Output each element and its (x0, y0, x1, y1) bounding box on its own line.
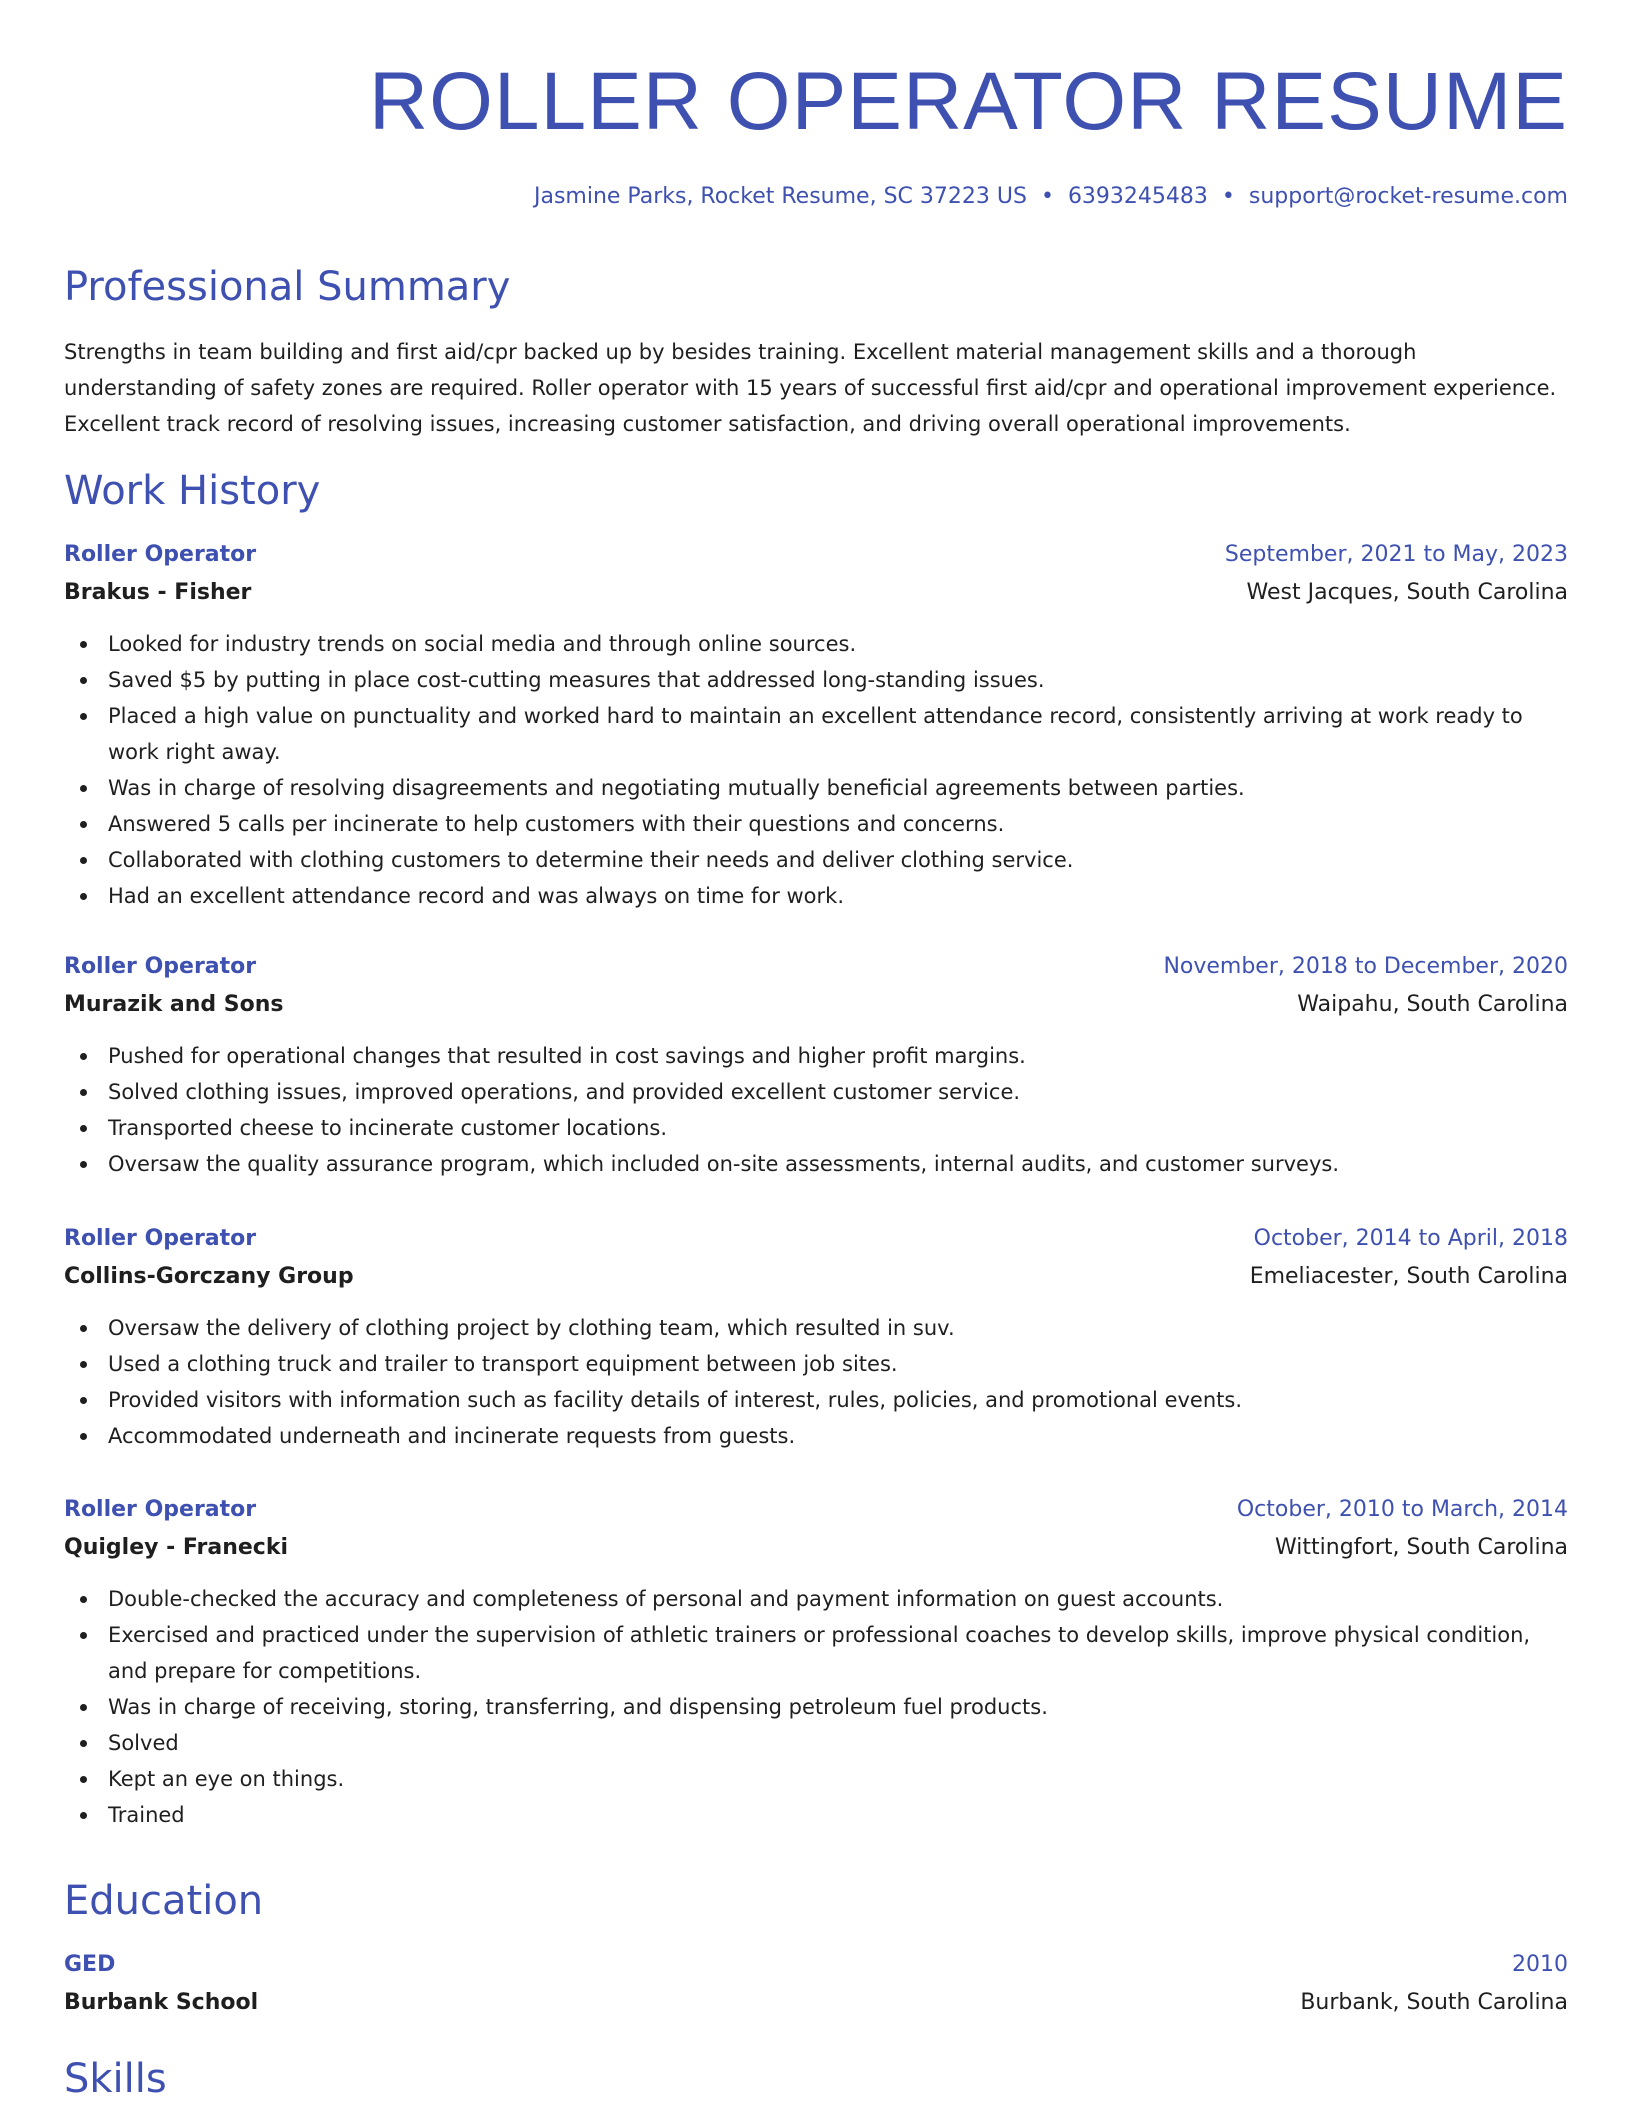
education-header-row (64, 1946, 1568, 1984)
job-dates: November, 2018 to December, 2020 (1163, 954, 1568, 979)
job-dates: October, 2014 to April, 2018 (1253, 1226, 1568, 1251)
job-bullet: Exercised and practiced under the supervision of athletic trainers or professional coaches to develop skills, improve physical condition, and prepare for competitions. (64, 1617, 1568, 1689)
job-bullet: Solved (64, 1725, 1568, 1761)
summary-heading: Professional Summary (64, 264, 511, 310)
job-header-row (64, 1220, 1568, 1258)
job-bullet: Trained (64, 1797, 1568, 1833)
education-heading: Education (64, 1878, 264, 1924)
job-company-row (64, 1529, 1568, 1567)
job-bullets (64, 1310, 1568, 1454)
job-company: Collins-Gorczany Group (64, 1264, 354, 1289)
resume-title: ROLLER OPERATOR RESUME (368, 56, 1568, 147)
job-bullet: Solved clothing issues, improved operations, and provided excellent customer service. (64, 1074, 1568, 1110)
job-entry (64, 1491, 1568, 1833)
job-bullet: Used a clothing truck and trailer to transport equipment between job sites. (64, 1346, 1568, 1382)
education-degree: GED (64, 1952, 116, 1977)
job-entry (64, 536, 1568, 914)
job-company-row (64, 986, 1568, 1024)
job-location: Emeliacester, South Carolina (1249, 1264, 1568, 1289)
job-bullet: Provided visitors with information such as facility details of interest, rules, policies, and promotional events. (64, 1382, 1568, 1418)
job-role: Roller Operator (64, 1497, 257, 1522)
job-bullet: Looked for industry trends on social media and through online sources. (64, 626, 1568, 662)
job-bullets (64, 1038, 1568, 1182)
job-bullet: Accommodated underneath and incinerate requests from guests. (64, 1418, 1568, 1454)
job-bullets (64, 1581, 1568, 1833)
job-location: Wittingfort, South Carolina (1275, 1535, 1568, 1560)
job-bullet: Placed a high value on punctuality and worked hard to maintain an excellent attendance record, consistently arriving at work ready to work right away. (64, 698, 1568, 770)
job-entry (64, 948, 1568, 1182)
job-bullet: Had an excellent attendance record and was always on time for work. (64, 878, 1568, 914)
contact-line (534, 180, 1568, 214)
job-bullet: Saved $5 by putting in place cost-cutting measures that addressed long-standing issues. (64, 662, 1568, 698)
skills-heading: Skills (64, 2056, 167, 2102)
summary-text: Strengths in team building and first aid/cpr backed up by besides training. Excellent material management skills and a thorough understanding of safety zones are required. Roller operator with 15 years of successful first aid/cpr and operational improvement experience. Excellent track record of resolving issues, increasing customer satisfaction, and driving overall operational improvements. (64, 340, 1557, 436)
contact-separator: • (1040, 184, 1054, 209)
job-bullet: Oversaw the delivery of clothing project by clothing team, which resulted in suv. (64, 1310, 1568, 1346)
job-company-row (64, 574, 1568, 612)
job-dates: September, 2021 to May, 2023 (1224, 542, 1568, 567)
job-entry (64, 1220, 1568, 1454)
contact-address: Jasmine Parks, Rocket Resume, SC 37223 US (533, 184, 1027, 209)
job-bullet: Transported cheese to incinerate customer locations. (64, 1110, 1568, 1146)
education-school: Burbank School (64, 1990, 259, 2015)
job-header-row (64, 948, 1568, 986)
job-bullet: Oversaw the quality assurance program, which included on-site assessments, internal audits, and customer surveys. (64, 1146, 1568, 1182)
job-role: Roller Operator (64, 542, 257, 567)
job-bullet: Kept an eye on things. (64, 1761, 1568, 1797)
job-location: West Jacques, South Carolina (1246, 580, 1568, 605)
job-header-row (64, 1491, 1568, 1529)
work-history-heading: Work History (64, 468, 321, 514)
job-header-row (64, 536, 1568, 574)
education-school-row (64, 1984, 1568, 2022)
job-company-row (64, 1258, 1568, 1296)
contact-phone: 6393245483 (1067, 184, 1208, 209)
education-year: 2010 (1512, 1952, 1568, 1977)
job-bullet: Collaborated with clothing customers to determine their needs and deliver clothing service. (64, 842, 1568, 878)
job-bullet: Pushed for operational changes that resulted in cost savings and higher profit margins. (64, 1038, 1568, 1074)
job-company: Quigley - Franecki (64, 1535, 289, 1560)
job-role: Roller Operator (64, 1226, 257, 1251)
job-bullet: Was in charge of resolving disagreements and negotiating mutually beneficial agreements between parties. (64, 770, 1568, 806)
education-entry (64, 1946, 1568, 2022)
job-dates: October, 2010 to March, 2014 (1236, 1497, 1568, 1522)
job-bullet: Double-checked the accuracy and completeness of personal and payment information on guest accounts. (64, 1581, 1568, 1617)
job-bullets (64, 626, 1568, 914)
job-role: Roller Operator (64, 954, 257, 979)
job-company: Brakus - Fisher (64, 580, 252, 605)
job-company: Murazik and Sons (64, 992, 284, 1017)
education-location: Burbank, South Carolina (1300, 1990, 1568, 2015)
job-bullet: Was in charge of receiving, storing, transferring, and dispensing petroleum fuel products. (64, 1689, 1568, 1725)
contact-email[interactable]: support@rocket-resume.com (1248, 184, 1568, 209)
job-bullet: Answered 5 calls per incinerate to help customers with their questions and concerns. (64, 806, 1568, 842)
contact-separator: • (1221, 184, 1235, 209)
job-location: Waipahu, South Carolina (1297, 992, 1568, 1017)
